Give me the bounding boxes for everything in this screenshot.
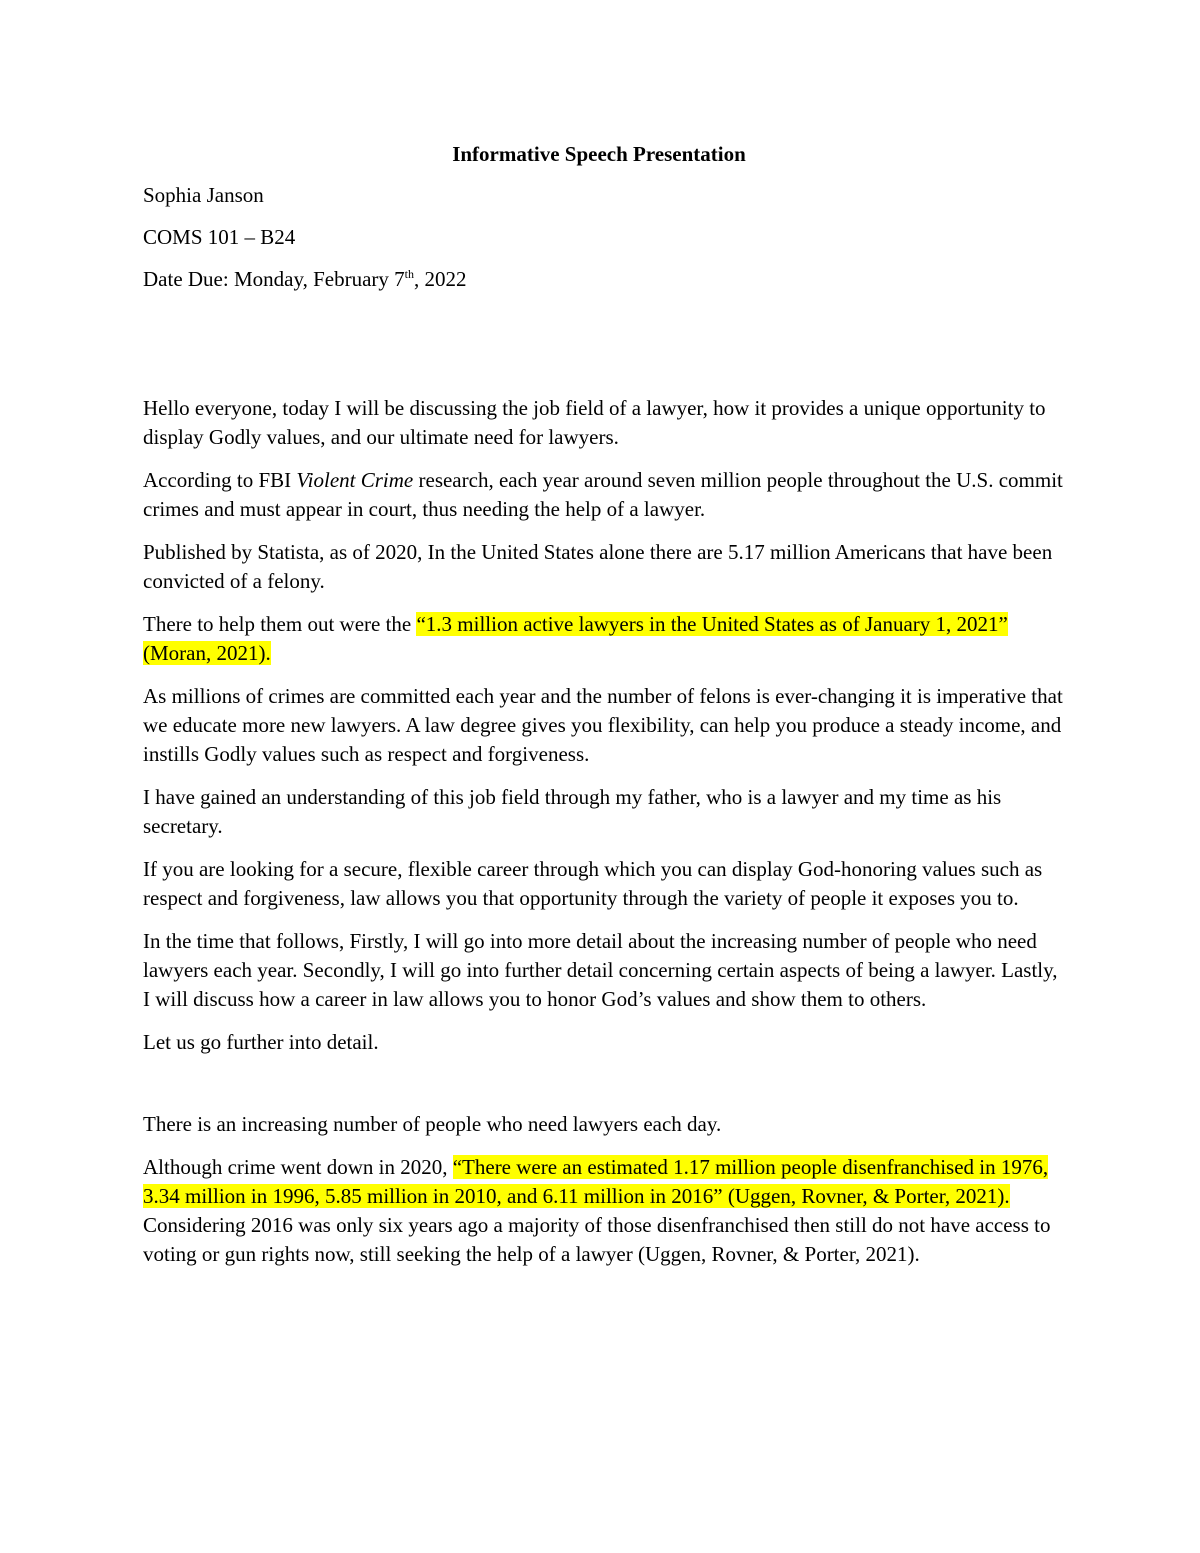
paragraph-father: I have gained an understanding of this job field through my father, who is a lawyer and my time as his secretary. xyxy=(143,785,1002,838)
document-title: Informative Speech Presentation xyxy=(452,142,746,166)
paragraph-statista: Published by Statista, as of 2020, In the United States alone there are 5.17 million Americans that have been convicted of a felony. xyxy=(143,540,1053,593)
document-body xyxy=(143,140,1063,1283)
paragraph-outline: In the time that follows, Firstly, I will go into more detail about the increasing number of people who need lawyers each year. Secondly, I will go into further detail concerning certain aspects of being a lawyer. Lastly, I will discuss how a career in law allows you to honor God’s values and show them to others. xyxy=(143,929,1058,1011)
paragraph-fbi-text-b: research, each year around seven million people throughout the U.S. commit crimes and must appear in court, thus needing the help of a lawyer. xyxy=(143,468,1063,521)
due-date-prefix: Date Due: Monday, February 7 xyxy=(143,267,405,291)
paragraph-lawyers xyxy=(143,610,1063,668)
spacer xyxy=(143,307,1063,394)
spacer xyxy=(143,1071,1063,1110)
paragraph-transition: Let us go further into detail. xyxy=(143,1030,379,1054)
due-date-ordinal: th xyxy=(404,267,414,281)
highlighted-quote: “There were an estimated 1.17 million people disenfranchised in 1976, 3.34 million in 1996, 5.85 million in 2010, and 6.11 million in 2016” (Uggen, Rovner, & Porter, 2021). xyxy=(143,1155,1049,1208)
paragraph-lawyers-text: There to help them out were the xyxy=(143,612,417,636)
paragraph-disenfranchised-text-a: Although crime went down in 2020, xyxy=(143,1155,453,1179)
paragraph-career: If you are looking for a secure, flexible career through which you can display God-honoring values such as respect and forgiveness, law allows you that opportunity through the variety of people it exposes you to. xyxy=(143,857,1043,910)
paragraph-increasing: There is an increasing number of people who need lawyers each day. xyxy=(143,1112,722,1136)
highlighted-quote: “1.3 million active lawyers in the United States as of January 1, 2021” (Moran, 2021). xyxy=(143,612,1008,665)
due-date-suffix: , 2022 xyxy=(414,267,467,291)
paragraph-fbi-italic: Violent Crime xyxy=(296,468,414,492)
paragraph-disenfranchised xyxy=(143,1153,1063,1269)
paragraph-crimes: As millions of crimes are committed each year and the number of felons is ever-changing it is imperative that we educate more new lawyers. A law degree gives you flexibility, can help you produce a steady income, and instills Godly values such as respect and forgiveness. xyxy=(143,684,1063,766)
course-code: COMS 101 – B24 xyxy=(143,225,296,249)
paragraph-fbi-text-a: According to FBI xyxy=(143,468,297,492)
paragraph-fbi xyxy=(143,466,1063,524)
author-name: Sophia Janson xyxy=(143,183,264,207)
paragraph-disenfranchised-text-b: Considering 2016 was only six years ago a majority of those disenfranchised then still do not have access to voting or gun rights now, still seeking the help of a lawyer (Uggen, Rovner, & Porter, 2021). xyxy=(143,1213,1051,1266)
paragraph-intro: Hello everyone, today I will be discussing the job field of a lawyer, how it provides a unique opportunity to display Godly values, and our ultimate need for lawyers. xyxy=(143,396,1046,449)
due-date xyxy=(143,265,1063,294)
